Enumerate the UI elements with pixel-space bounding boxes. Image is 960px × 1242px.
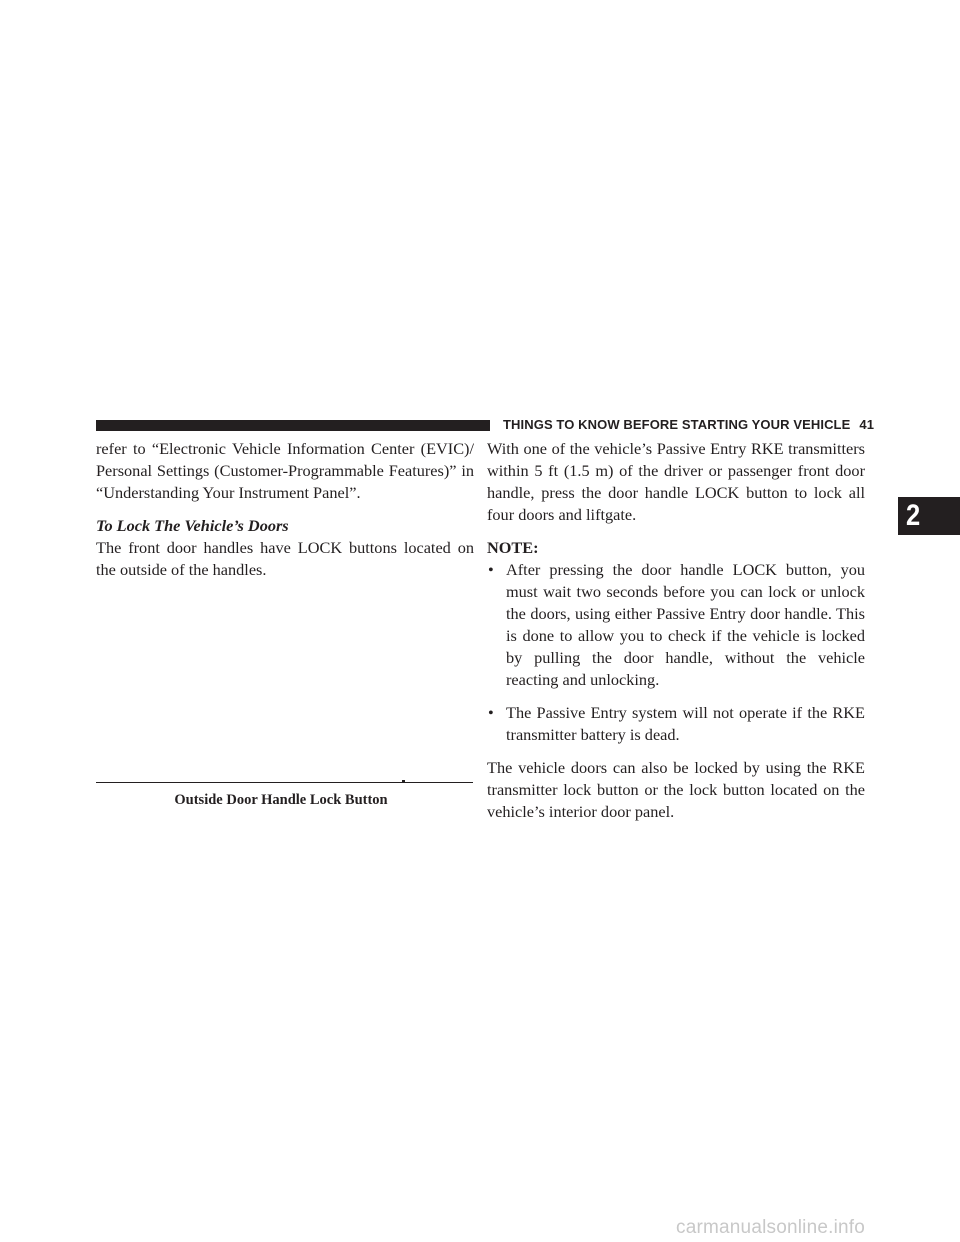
watermark-text: carmanualsonline.info [676,1217,866,1238]
note-bullet-text: The Passive Entry system will not operate if the RKE transmitter battery is dead. [506,703,865,744]
passive-entry-paragraph: With one of the vehicle’s Passive Entry RKE transmitters within 5 ft (1.5 m) of the driver or passenger front door handle, press the door handle LOCK button to lock all four doors and liftgate. [487,439,865,524]
figure-caption: Outside Door Handle Lock Button [174,792,388,808]
chapter-number: 2 [906,499,921,532]
lock-alternatives-paragraph: The vehicle doors can also be locked by using the RKE transmitter lock button or the lock button located on the vehicle’s interior door panel. [487,758,865,821]
header-rule [96,420,490,431]
section-heading: To Lock The Vehicle’s Doors [96,516,289,535]
right-column [487,438,865,823]
running-header [503,417,874,432]
figure-rule [96,782,473,783]
left-column [96,438,474,581]
figure-rule-marker [402,780,405,783]
page-number: 41 [859,417,875,432]
intro-paragraph: refer to “Electronic Vehicle Information Center (EVIC)/ Personal Settings (Customer-Programmable Features)” in “Understanding Your Instrument Panel”. [96,439,474,502]
bullet-icon: • [488,703,494,722]
note-label: NOTE: [487,538,539,557]
chapter-tab [898,497,960,535]
note-bullet-text: After pressing the door handle LOCK button, you must wait two seconds before you can lock or unlock the doors, using either Passive Entry door handle. This is done to allow you to check if the vehicle is locked by pulling the door handle, without the vehicle reacting and unlocking. [506,560,865,689]
note-bullet [487,702,865,746]
bullet-icon: • [488,560,494,579]
note-bullet [487,559,865,691]
body-paragraph: The front door handles have LOCK buttons located on the outside of the handles. [96,538,474,579]
section-title: THINGS TO KNOW BEFORE STARTING YOUR VEHICLE [503,417,851,432]
